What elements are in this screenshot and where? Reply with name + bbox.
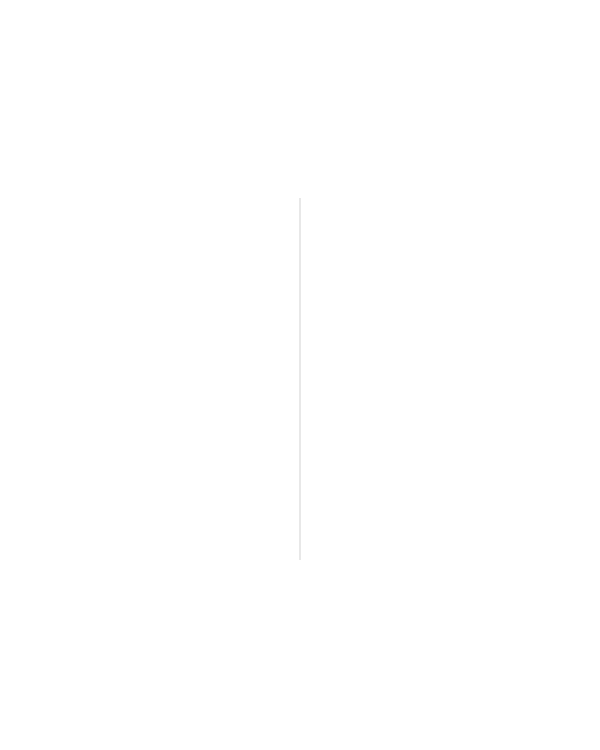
left-page — [0, 198, 299, 560]
spine-gutter — [299, 198, 301, 560]
